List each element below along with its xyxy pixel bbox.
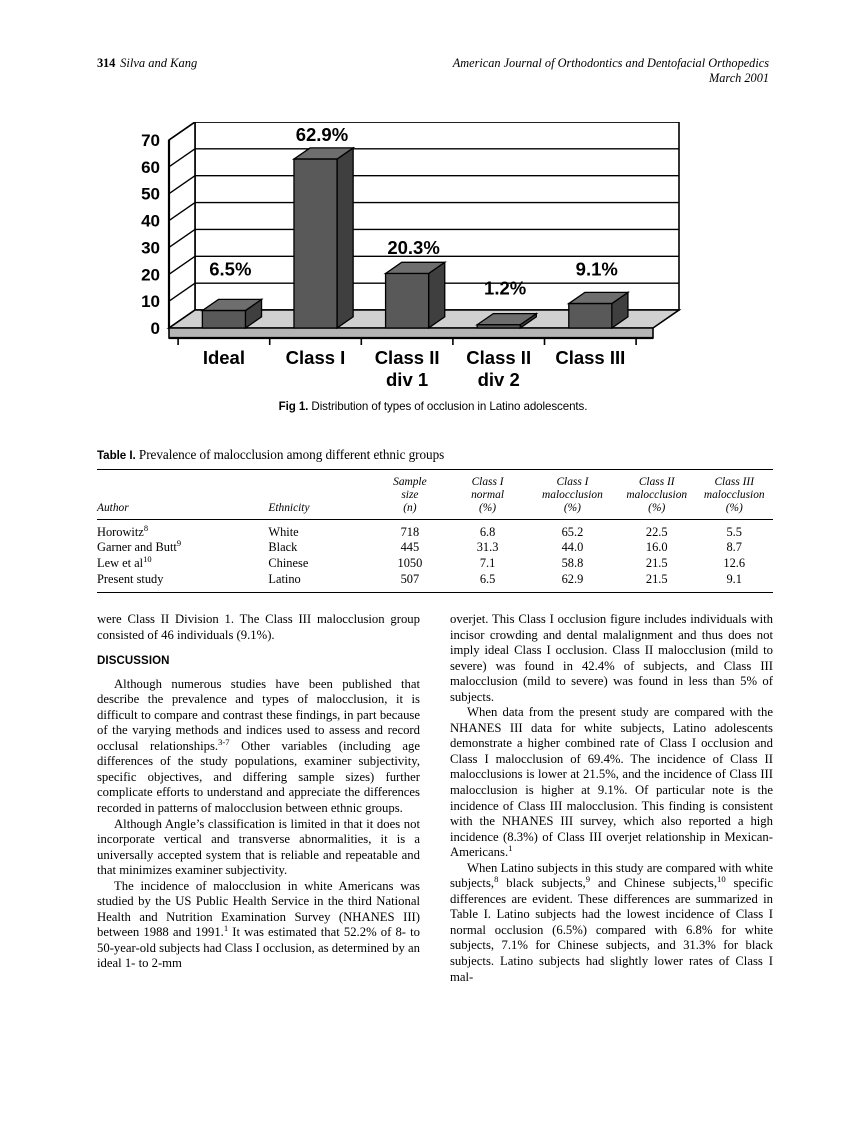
prevalence-table — [97, 469, 773, 587]
right-para-2-a: When data from the present study are compared with the NHANES III data for white subjects, Latino adolescents demonstrate a higher combined rate of Class I occlusion and Class I malocclusion of 69.4%. The incidence of Class II malocclusions is lower at 21.5%, and the incidence of Class III malocclusion is higher at 9.1%. Of particular note is the incidence of Class III malocclusion. This finding is consistent with the NHANES III survey, which also reported a high incidence (8.3%) of Class III overjet relationship in Mexican-Americans. — [450, 705, 773, 860]
bar-front-face — [386, 273, 429, 328]
table-bottom-rule — [97, 592, 773, 593]
right-para-3-ref3: 10 — [717, 874, 726, 885]
running-head-right — [453, 56, 769, 86]
cell-sample-size: 507 — [400, 571, 420, 586]
figure-caption — [97, 400, 769, 413]
x-axis-label-2: Class I — [285, 347, 346, 368]
x-axis-label-3: Class II — [374, 347, 440, 368]
table-title-text: Prevalence of malocclusion among different ethnic groups — [135, 447, 445, 462]
y-axis-label-70: 70 — [141, 131, 160, 150]
table-row — [97, 556, 773, 572]
running-head-left — [97, 56, 197, 71]
issue-date: March 2001 — [709, 71, 769, 85]
right-para-3-d: specific differences are evident. These differences are summarized in Table I. Latino subjects had the lowest incidence of Class I normal occlusion (6.5%) compared with 6.8% for white subjects, 7.1% for Chinese subjects, and 31.3% for black subjects. Latino subjects had slightly lower rates of Class I mal- — [450, 876, 773, 984]
left-para-3-a: The incidence of malocclusion in white Americans was studied by the US Public Health Service in the third National Health and Nutrition Examination Survey (NHANES III) between 1988 and 1991. — [97, 878, 420, 940]
cell-author: Lew et $al^{10}$ — [97, 554, 152, 571]
body-text — [97, 612, 773, 1052]
left-para-1-b: Other variables (including age differences of the study populations, examiner subjectivity, specific objectives, and differing sample sizes) further complicate efforts to understand and appreciate the differences recorded in patterns of malocclusion between ethnic groups. — [97, 738, 420, 816]
y-axis-label-10: 10 — [141, 292, 160, 312]
table-row — [97, 571, 773, 587]
right-para-3-ref2: 9 — [585, 874, 591, 885]
y-axis-label-0: 0 — [150, 319, 160, 338]
page-number: 314 — [97, 56, 116, 70]
bar-value-label-1: 6.5% — [209, 258, 252, 280]
bar-value-label-3: 20.3% — [387, 237, 440, 259]
right-column — [450, 612, 773, 985]
cell-ethnicity: Chinese — [268, 556, 309, 571]
table-header-row — [97, 470, 773, 520]
chart-canvas — [97, 122, 769, 390]
cell-author: Garner and Butt$^9$ — [97, 538, 182, 555]
bar-3 — [386, 262, 445, 328]
bar-front-face — [477, 325, 520, 328]
left-para-1-ref: 3-7 — [218, 736, 230, 747]
right-para-3-c: and Chinese subjects, — [590, 876, 717, 891]
cell-class-i-malocclusion: 62.9 — [561, 571, 584, 586]
cell-ethnicity: White — [268, 519, 371, 540]
cell-sample-size: 1050 — [397, 556, 423, 571]
discussion-heading: DISCUSSION — [97, 655, 170, 668]
left-para-3-ref: 1 — [223, 923, 229, 934]
cell-class-i-malocclusion: 65.2 — [527, 519, 618, 540]
left-para-1 — [97, 677, 420, 817]
cell-class-iii-malocclusion: 5.5 — [695, 519, 773, 540]
reference-superscript: 10 — [143, 554, 152, 565]
chart-left-wall — [169, 122, 195, 328]
bar-value-label-2: 62.9% — [295, 124, 349, 145]
right-para-3-b: black subjects, — [498, 876, 586, 891]
cell-class-i-normal: 31.3 — [476, 540, 499, 555]
right-para-2-ref: 1 — [508, 842, 513, 853]
reference-superscript: 9 — [176, 538, 182, 549]
chart-floor-lip — [169, 328, 653, 338]
x-axis-label-5: Class III — [555, 347, 626, 368]
table-body — [97, 519, 773, 587]
left-column — [97, 612, 420, 972]
cell-class-i-malocclusion: 44.0 — [561, 540, 584, 555]
cell-class-i-normal: 6.8 — [448, 519, 527, 540]
table-row — [97, 540, 773, 556]
cell-class-ii-malocclusion: 16.0 — [645, 540, 668, 555]
bar-value-label-5: 9.1% — [575, 258, 618, 280]
cell-class-i-normal: 7.1 — [479, 556, 496, 571]
x-axis-label-3: div 1 — [386, 369, 429, 390]
bar-2 — [294, 148, 353, 328]
cell-class-i-malocclusion: 58.8 — [561, 556, 584, 571]
left-para-1-a: Although numerous studies have been published that describe the prevalence and types of malocclusion, it is difficult to compare and contrast these findings, in part because of the varying methods and indices used to assess and record occlusal relationships. — [97, 676, 420, 753]
right-para-2 — [450, 705, 773, 860]
col-header-author: Author — [97, 470, 268, 520]
bar-1 — [202, 299, 261, 328]
bar-side-face — [337, 148, 353, 328]
cell-class-ii-malocclusion: 22.5 — [618, 519, 696, 540]
reference-superscript: 8 — [143, 522, 149, 533]
table-head — [97, 470, 773, 520]
cell-sample-size: 718 — [372, 519, 449, 540]
figure-caption-label: Fig 1. — [278, 400, 309, 413]
bar-5 — [569, 292, 628, 328]
figure-1 — [97, 122, 769, 413]
cell-author: Horowitz$^8$ — [97, 519, 268, 540]
left-para-3-b: It was estimated that 52.2% of 8- to 50-year-old subjects had Class I occlusion, as determined by an ideal 1- to 2-mm — [97, 925, 420, 971]
bar-front-face — [569, 304, 612, 328]
col-header-sample-size: Sample size (n) — [372, 470, 449, 520]
table-row — [97, 519, 773, 540]
bar-front-face — [202, 311, 245, 328]
cell-ethnicity: Latino — [268, 571, 301, 586]
cell-class-ii-malocclusion: 21.5 — [645, 556, 668, 571]
journal-title: American Journal of Orthodontics and Dentofacial Orthopedics — [452, 56, 769, 70]
y-axis-label-20: 20 — [141, 265, 160, 285]
col-header-class-i-normal: Class I normal (%) — [448, 470, 527, 520]
col-header-class-ii-malocclusion: Class II malocclusion (%) — [618, 470, 696, 520]
y-axis-label-60: 60 — [141, 157, 160, 177]
cell-ethnicity: Black — [268, 540, 298, 555]
table-1 — [97, 447, 773, 593]
x-axis-label-4: div 2 — [477, 369, 520, 390]
right-para-3 — [450, 861, 773, 985]
bar-value-label-4: 1.2% — [484, 277, 527, 299]
cell-class-iii-malocclusion: 12.6 — [723, 556, 746, 571]
col-header-class-iii-malocclusion: Class III malocclusion (%) — [695, 470, 773, 520]
occlusion-bar-chart — [97, 122, 769, 390]
col-header-ethnicity: Ethnicity — [268, 470, 371, 520]
left-para-2: Although Angle’s classification is limited in that it does not incorporate vertical and transverse abnormalities, it is a universally accepted system that is reliable and repeatable and that minimizes examiner subjectivity. — [97, 816, 420, 878]
cell-class-iii-malocclusion: 8.7 — [726, 540, 742, 555]
running-head — [97, 56, 769, 96]
table-title — [97, 447, 773, 463]
running-head-authors: Silva and Kang — [120, 56, 198, 70]
bar-front-face — [294, 159, 337, 328]
col-header-class-i-malocclusion: Class I malocclusion (%) — [527, 470, 618, 520]
y-axis-label-40: 40 — [141, 211, 160, 231]
table-label: Table I. — [97, 449, 136, 462]
cell-sample-size: 445 — [400, 540, 420, 555]
cell-author: Present study — [97, 571, 164, 586]
figure-caption-text: Distribution of types of occlusion in Latino adolescents. — [308, 400, 588, 413]
right-para-continued: overjet. This Class I occlusion figure includes individuals with incisor crowding and dental malalignment and thus does not imply ideal Class I occlusion. Class II malocclusion (mild to severe) was found in 42.4% of subjects, and Class III malocclusion (mild to severe) was found in less than 5% of subjects. — [450, 612, 773, 704]
x-axis-label-1: Ideal — [202, 347, 245, 368]
left-para-3 — [97, 879, 420, 972]
cell-class-ii-malocclusion: 21.5 — [645, 571, 668, 586]
x-axis-label-4: Class II — [466, 347, 532, 368]
cell-class-i-normal: 6.5 — [479, 571, 496, 586]
left-para-continued: were Class II Division 1. The Class III malocclusion group consisted of 46 individuals (9.1%). — [97, 612, 420, 642]
right-para-3-a: When Latino subjects in this study are compared with white subjects, — [450, 860, 773, 891]
y-axis-label-30: 30 — [141, 238, 160, 258]
right-para-3-ref1: 8 — [494, 874, 499, 885]
cell-class-iii-malocclusion: 9.1 — [726, 571, 742, 586]
y-axis-label-50: 50 — [141, 184, 160, 204]
